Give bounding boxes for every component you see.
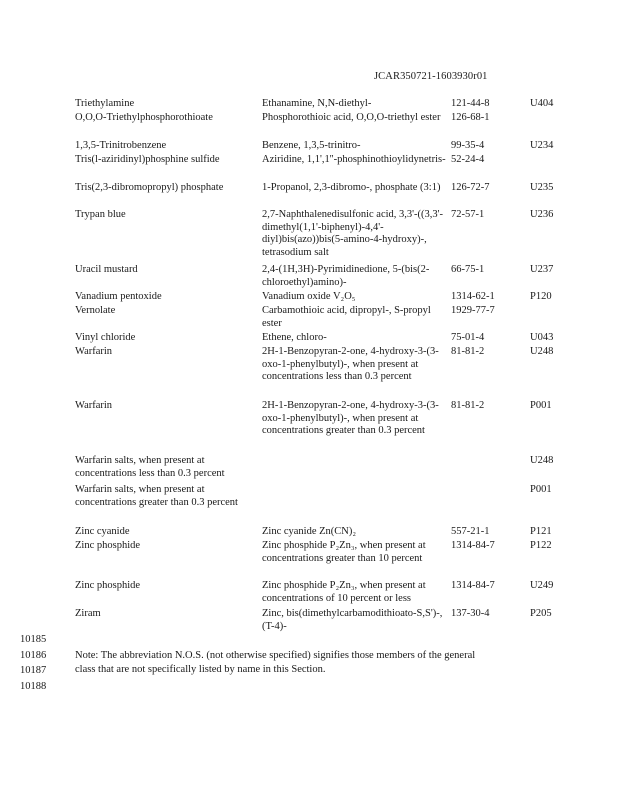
footnote — [75, 650, 555, 678]
footnote-line-2: class that are not specifically listed by name in this Section. — [75, 664, 326, 675]
cas-number: 126-68-1 — [451, 112, 490, 123]
substance-name: Ziram — [75, 608, 101, 619]
substance-name: Warfarin salts, when present at concentrations less than 0.3 percent — [75, 455, 225, 479]
substance-name: Warfarin — [75, 346, 113, 357]
hazardous-waste-number: U248 — [530, 455, 554, 466]
line-number: 10188 — [20, 681, 47, 692]
cas-number: 121-44-8 — [451, 98, 490, 109]
substance-name: Warfarin — [75, 400, 113, 411]
cas-number: 557-21-1 — [451, 526, 490, 537]
substance-name: Tris(l-aziridinyl)phosphine sulfide — [75, 154, 220, 165]
chemical-abstracts-name: Aziridine, 1,1',1''-phosphinothioylidynetris- — [262, 154, 446, 165]
cas-number: 1314-62-1 — [451, 291, 495, 302]
cas-number: 81-81-2 — [451, 346, 485, 357]
substance-name: Warfarin salts, when present at concentrations greater than 0.3 percent — [75, 484, 238, 508]
substance-name: Zinc cyanide — [75, 526, 130, 537]
substance-name: Tris(2,3-dibromopropyl) phosphate — [75, 182, 224, 193]
cas-number: 1314-84-7 — [451, 540, 495, 551]
chemical-abstracts-name: Benzene, 1,3,5-trinitro- — [262, 140, 361, 151]
hazardous-waste-number: P001 — [530, 400, 552, 411]
hazardous-waste-number: P121 — [530, 526, 552, 537]
chemical-abstracts-name: Zinc cyanide Zn(CN)₂ — [262, 526, 357, 537]
cas-number: 81-81-2 — [451, 400, 485, 411]
substance-name: Vinyl chloride — [75, 332, 136, 343]
cas-number: 126-72-7 — [451, 182, 490, 193]
hazardous-waste-number: P120 — [530, 291, 552, 302]
cas-number: 66-75-1 — [451, 264, 485, 275]
chemical-abstracts-name: Zinc phosphide P₂Zn₃, when present at concentrations of 10 percent or less — [262, 580, 426, 604]
document-id: JCAR350721-1603930r01 — [374, 71, 488, 82]
substance-name: Vanadium pentoxide — [75, 291, 162, 302]
hazardous-waste-number: U235 — [530, 182, 554, 193]
cas-number: 72-57-1 — [451, 209, 485, 220]
line-number: 10187 — [20, 665, 47, 676]
chemical-abstracts-name: Phosphorothioic acid, O,O,O-triethyl ester — [262, 112, 441, 123]
line-number: 10186 — [20, 650, 47, 661]
cas-number: 75-01-4 — [451, 332, 485, 343]
line-number: 10185 — [20, 634, 47, 645]
hazardous-waste-number: P205 — [530, 608, 552, 619]
hazardous-waste-number: U236 — [530, 209, 554, 220]
chemical-abstracts-name: Carbamothioic acid, dipropyl-, S-propyl ester — [262, 305, 431, 329]
chemical-abstracts-name: Vanadium oxide V₂O₅ — [262, 291, 356, 302]
substance-name: Zinc phosphide — [75, 540, 141, 551]
hazardous-waste-number: U043 — [530, 332, 554, 343]
chemical-abstracts-name: Zinc phosphide P₂Zn₃, when present at concentrations greater than 10 percent — [262, 540, 426, 564]
cas-number: 1929-77-7 — [451, 305, 495, 316]
chemical-abstracts-name: Zinc, bis(dimethylcarbamodithioato-S,S')-, (T-4)- — [262, 608, 443, 632]
chemical-abstracts-name: 2H-1-Benzopyran-2-one, 4-hydroxy-3-(3-oxo-1-phenylbutyl)-, when present at concentrations less than 0.3 percent — [262, 346, 439, 383]
chemical-abstracts-name: 2,4-(1H,3H)-Pyrimidinedione, 5-(bis(2-chloroethyl)amino)- — [262, 264, 430, 288]
substance-name: 1,3,5-Trinitrobenzene — [75, 140, 167, 151]
chemical-abstracts-name: 1-Propanol, 2,3-dibromo-, phosphate (3:1) — [262, 182, 441, 193]
substance-name: O,O,O-Triethylphosphorothioate — [75, 112, 213, 123]
substance-name: Trypan blue — [75, 209, 126, 220]
hazardous-waste-number: P122 — [530, 540, 552, 551]
cas-number: 52-24-4 — [451, 154, 485, 165]
cas-number: 99-35-4 — [451, 140, 485, 151]
cas-number: 137-30-4 — [451, 608, 490, 619]
cas-number: 1314-84-7 — [451, 580, 495, 591]
hazardous-waste-number: P001 — [530, 484, 552, 495]
hazardous-waste-number: U237 — [530, 264, 554, 275]
substance-name: Zinc phosphide — [75, 580, 141, 591]
chemical-abstracts-name: Ethanamine, N,N-diethyl- — [262, 98, 372, 109]
substance-name: Uracil mustard — [75, 264, 138, 275]
hazardous-waste-number: U248 — [530, 346, 554, 357]
substance-name: Vernolate — [75, 305, 116, 316]
chemical-abstracts-name: Ethene, chloro- — [262, 332, 327, 343]
hazardous-waste-number: U234 — [530, 140, 554, 151]
footnote-line-1: Note: The abbreviation N.O.S. (not otherwise specified) signifies those members of the general — [75, 650, 476, 661]
substance-name: Triethylamine — [75, 98, 135, 109]
hazardous-waste-number: U249 — [530, 580, 554, 591]
hazardous-waste-number: U404 — [530, 98, 554, 109]
chemical-abstracts-name: 2,7-Naphthalenedisulfonic acid, 3,3'-((3,3'-dimethyl(1,1'-biphenyl)-4,4'-diyl)bis(azo))bis(5-amino-4-hydroxy)-, tetrasodium salt — [262, 209, 444, 258]
chemical-abstracts-name: 2H-1-Benzopyran-2-one, 4-hydroxy-3-(3-oxo-1-phenylbutyl)-, when present at concentrations greater than 0.3 percent — [262, 400, 439, 437]
